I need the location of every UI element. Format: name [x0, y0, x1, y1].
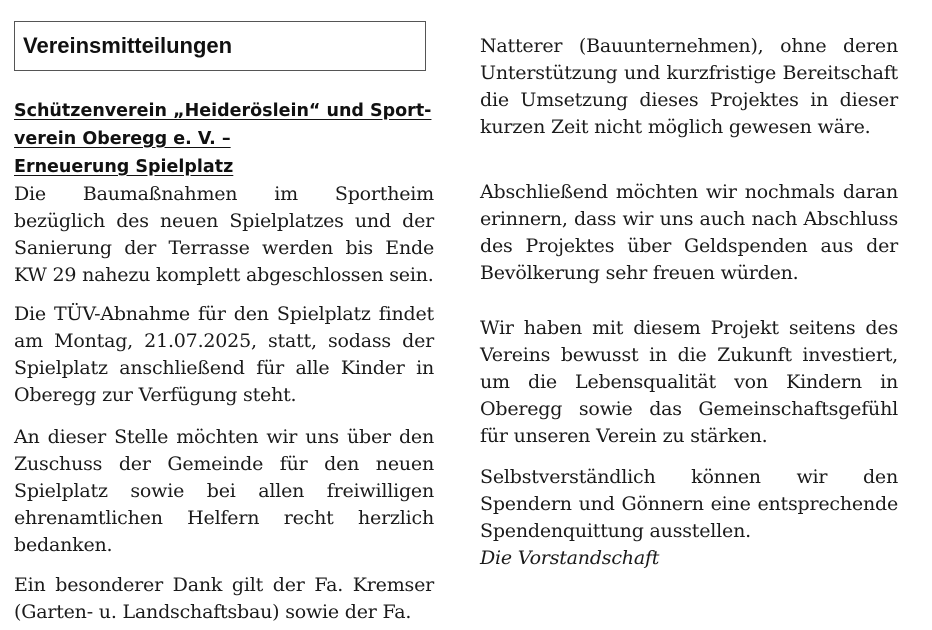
- heading-line: Schützenverein „Heideröslein“ und Sport-: [14, 101, 432, 121]
- paragraph: Die TÜV-Abnahme für den Spielplatz findet am Montag, 21.07.2025, statt, sodass der Spielplatz anschließend für alle Kinder in Oberegg zur Verfügung steht.: [14, 303, 434, 406]
- paragraph: Selbstverständlich können wir den Spendern und Gönnern eine entsprechende Spendenquittung ausstellen.: [480, 466, 898, 542]
- heading-line: Erneuerung Spielplatz: [14, 157, 234, 177]
- signature: Die Vorstandschaft: [480, 547, 660, 569]
- paragraph: An dieser Stelle möchten wir uns über den Zuschuss der Gemeinde für den neuen Spielplatz sowie bei allen freiwilligen ehrenamtlichen Helfern recht herzlich bedanken.: [14, 426, 434, 556]
- paragraph: Wir haben mit diesem Projekt seitens des Vereins bewusst in die Zukunft investiert, um die Lebensqualität von Kindern in Oberegg sowie das Gemeinschaftsgefühl für unseren Verein zu stärken.: [480, 317, 898, 447]
- paragraph: Abschließend möchten wir nochmals daran erinnern, dass wir uns auch nach Abschluss des Projektes über Geldspenden aus der Bevölkerung sehr freuen würden.: [480, 181, 898, 284]
- section-title: Vereinsmitteilungen: [14, 21, 426, 71]
- paragraph: Ein besonderer Dank gilt der Fa. Kremser (Garten- u. Landschaftsbau) sowie der Fa.: [14, 574, 434, 623]
- paragraph: Die Baumaßnahmen im Sportheim bezüglich des neuen Spielplatzes und der Sanierung der Terrasse werden bis Ende KW 29 nahezu komplett abgeschlossen sein.: [14, 183, 434, 286]
- article-heading: [14, 97, 434, 181]
- paragraph: Natterer (Bauunternehmen), ohne deren Unterstützung und kurzfristige Bereitschaft die Umsetzung dieses Projektes in dieser kurzen Zeit nicht möglich gewesen wäre.: [480, 35, 898, 138]
- heading-line: verein Oberegg e. V. –: [14, 129, 231, 149]
